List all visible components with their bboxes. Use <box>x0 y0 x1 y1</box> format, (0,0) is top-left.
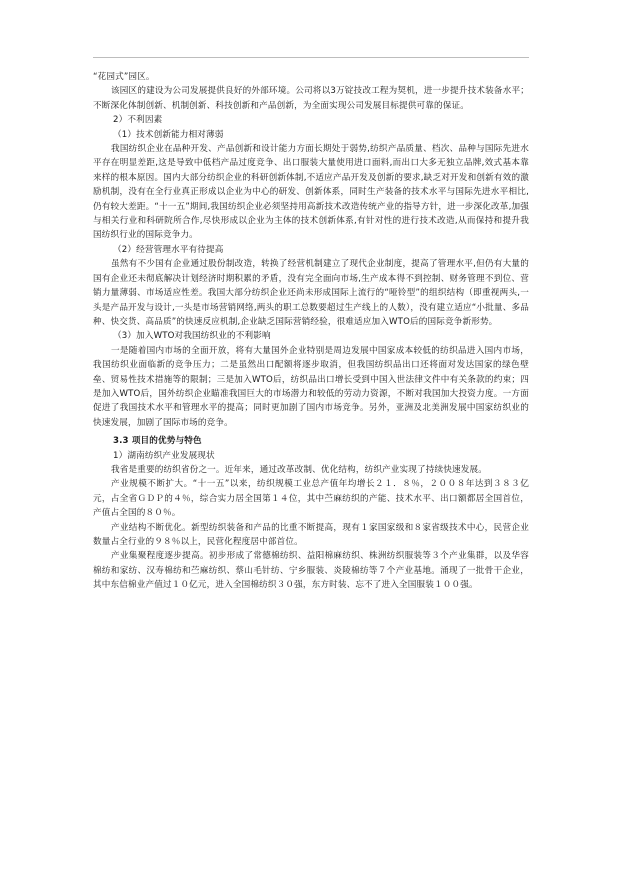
heading-wto-impact: （3）加入WTO对我国纺织业的不利影响 <box>113 331 271 342</box>
heading-hunan-status: 1）湖南纺织产业发展现状 <box>113 450 215 461</box>
paragraph-wto-impact: 一是随着国内市场的全面开放，将有大量国外企业特别是周边发展中国家成本较低的纺织品进入国内市场，我国纺织业面临新的竞争压力；二是虽然出口配额将逐步取消，但我国纺织品出口还将面对发达国家的绿色壁垒、贸易性技术措施等的限制；三是加入WTO后，纺织品出口增长受到中国入世法律文件中有关条款的约束；四是加入WTO后，国外纺织企业瞄准我国巨大的市场潜力和较低的劳动力资源，不断对我国加大投资力度。一方面促进了我国技术水平和管理水平的提高；同时更加剧了国内市场竞争。另外，亚洲及北美洲发展中国家纺织业的快速发展，加剧了国际市场的竞争。 <box>93 345 529 428</box>
paragraph-province-overview: 我省是重要的纺织省份之一。近年来，通过改革改制、优化结构，纺织产业实现了持续快速发展。 <box>111 464 487 475</box>
paragraph-industry-cluster: 产业集聚程度逐步提高。初步形成了常德棉纺织、益阳棉麻纺织、株洲纺织服装等３个产业集群，以及华容棉纺和家纺、汉寿棉纺和苎麻纺织、蔡山毛针纺、宁乡服装、炎陵棉纺等７个产业基地。涌现了一批骨干企业，其中东信棉业产值过１０亿元，进入全国棉纺织３０强，东方时装、忘不了进入全国服装１００强。 <box>93 551 529 591</box>
paragraph-industry-structure: 产业结构不断优化。新型纺织装备和产品的比重不断提高，现有１家国家级和８家省级技术中心，民营企业数量占全行业的９８％以上，民营化程度居中部首位。 <box>93 522 529 547</box>
heading-management: （2）经营管理水平有待提高 <box>113 244 224 255</box>
paragraph-park-environment: 该园区的建设为公司发展提供良好的外部环境。公司将以3万锭技改工程为契机，进一步提升技术装备水平；不断深化体制创新、机制创新、科技创新和产品创新，为全面实现公司发展目标提供可靠的保证。 <box>93 86 529 111</box>
paragraph-management: 虽然有不少国有企业通过股份制改造，转换了经营机制建立了现代企业制度，提高了管理水平,但仍有大量的国有企业还未彻底解决计划经济时期积累的矛盾，没有完全面向市场,生产成本得不到控制、财务管理不到位、营销力量薄弱、市场适应性差。我国大部分纺织企业还尚未形成国际上流行的“哑铃型”的组织结构（即重视两头,一头是产品开发与设计,一头是市场营销网络,两头的职工总数要超过生产线上的人数），没有建立适应“小批量、多品种、快交货、高品质”的快速反应机制,企业缺乏国际营销经验，很难适应加入WTO后的国际竞争新形势。 <box>93 259 529 327</box>
paragraph-industry-scale: 产业规模不断扩大。“十一五”以来，纺织规模工业总产值年均增长２１．８％，２００８年达到３８３亿元，占全省ＧＤＰ的４％，综合实力居全国第１４位，其中苎麻纺织的产能、技术水平、出口额都居全国首位，产值占全国的８０％。 <box>93 479 529 519</box>
document-body <box>93 70 529 593</box>
heading-unfavorable-factors: 2）不利因素 <box>113 115 163 126</box>
heading-section-3-3: 3.3 项目的优势与特色 <box>113 436 202 447</box>
paragraph-fragment: “花园式”园区。 <box>93 72 155 82</box>
paragraph-tech-innovation: 我国纺织企业在品种开发、产品创新和设计能力方面长期处于弱势,纺织产品质量、档次、品种与国际先进水平存在明显差距,这是导致中低档产品过度竞争、出口服装大量使用进口面料,而出口大多无独立品牌,效式基本靠来样的根本原因。国内大部分纺织企业的科研创新体制,不适应产品开发及创新的要求,缺乏对开发和创新有效的激励机制，没有在全行业真正形成以企业为中心的研发、创新体系，同时生产装备的技术水平与国际先进水平相比,仍有较大差距。“十一五”期间,我国纺织企业必须坚持用高新技术改造传统产业的指导方针，进一步深化改革,加强与相关行业和科研院所合作,尽快形成以企业为主体的技术创新体系,有针对性的进行技术改造,从而保持和提升我国纺织行业的国际竞争力。 <box>93 144 529 241</box>
heading-tech-innovation: （1）技术创新能力相对薄弱 <box>113 129 224 140</box>
header-rule <box>93 57 529 58</box>
